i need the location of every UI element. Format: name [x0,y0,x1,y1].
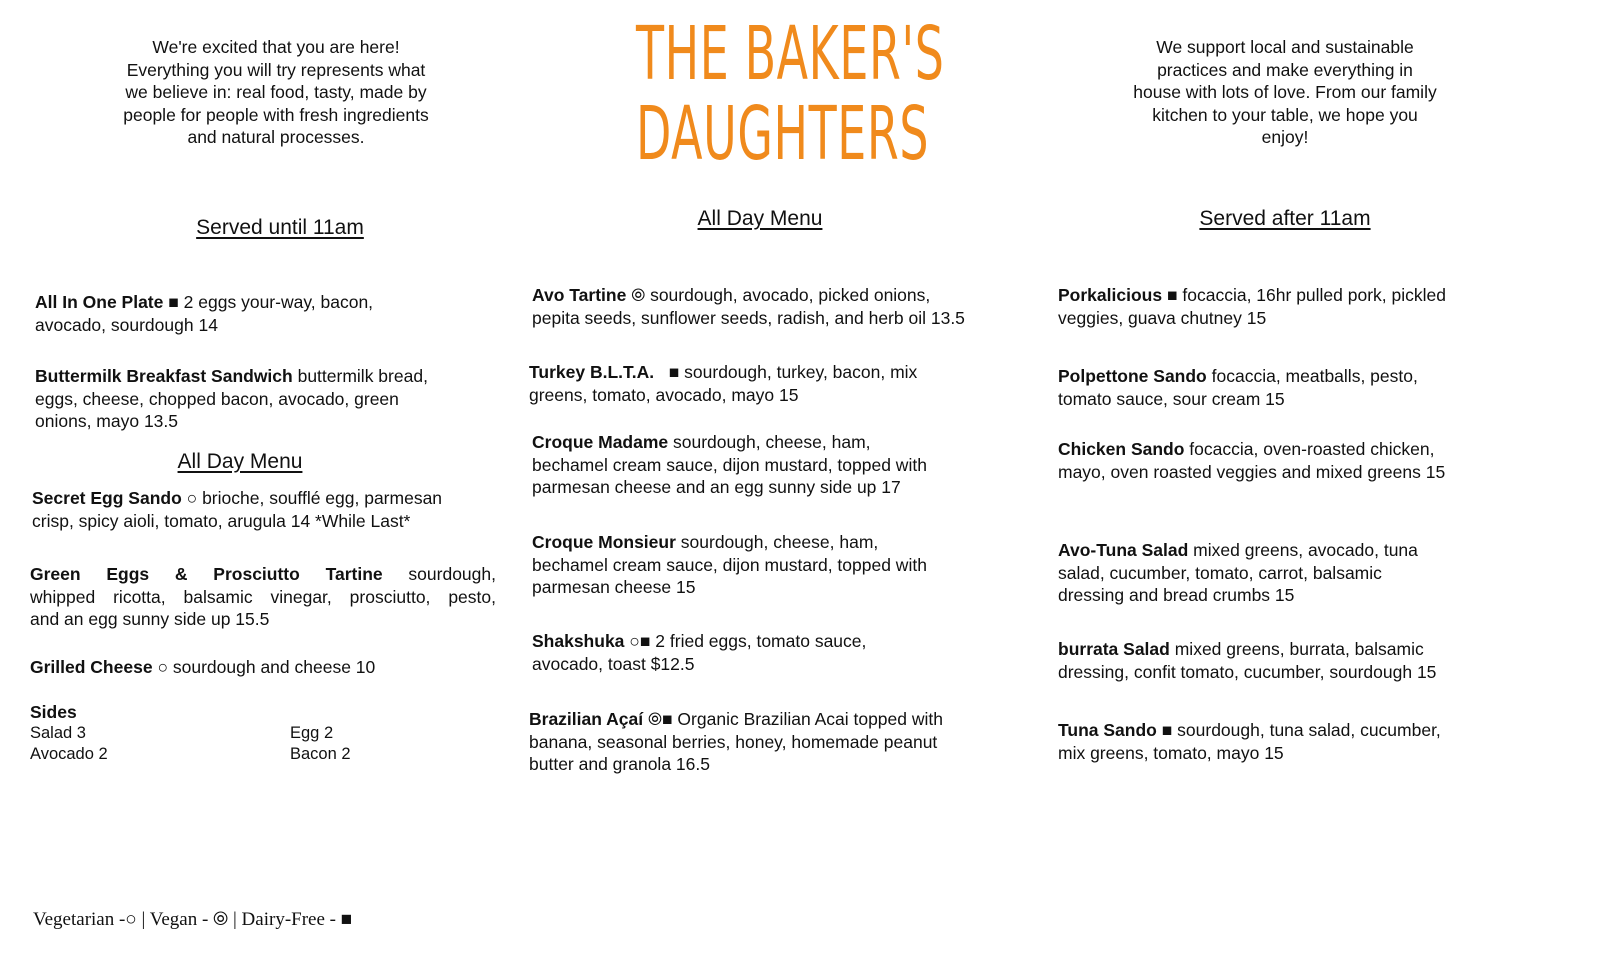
sides-title: Sides [30,702,77,722]
dietary-legend: Vegetarian -○ | Vegan - ⦾ | Dairy-Free - ■ [33,909,353,930]
menu-item [32,487,512,532]
item-name: Avo Tartine [532,285,627,305]
item-desc: dressing, confit tomato, cucumber, sourdough 15 [1058,661,1437,682]
item-desc: banana, seasonal berries, honey, homemade peanut [529,731,938,752]
item-desc: mix greens, tomato, mayo 15 [1058,742,1284,763]
side-item: Egg 2 [290,724,334,742]
item-desc: butter and granola 16.5 [529,754,710,774]
item-desc: bechamel cream sauce, dijon mustard, topped with [532,454,927,475]
intro-right-line: enjoy! [1261,127,1309,147]
intro-right-line: kitchen to your table, we hope you [1152,104,1418,125]
item-desc: ⦾ sourdough, avocado, picked onions, [631,285,931,305]
menu-item [532,284,1012,329]
item-name: Shakshuka [532,631,625,651]
item-desc: ○ brioche, soufflé egg, parmesan [186,488,443,508]
item-desc: ○■ 2 fried eggs, tomato sauce, [629,631,867,651]
menu-item [1058,284,1578,329]
item-desc: eggs, cheese, chopped bacon, avocado, green [35,388,399,409]
item-desc: avocado, toast $12.5 [532,653,695,674]
heading-after: Served after 11am [1199,207,1371,230]
item-name: Avo-Tuna Salad [1058,540,1189,560]
item-name: Croque Madame [532,432,669,452]
item-desc: dressing and bread crumbs 15 [1058,585,1295,605]
item-desc: salad, cucumber, tomato, carrot, balsamic [1058,562,1382,583]
item-name: Porkalicious [1058,285,1163,305]
item-desc: tomato sauce, sour cream 15 [1058,388,1285,409]
item-desc: sourdough, [408,564,496,584]
item-name: Polpettone Sando [1058,366,1207,386]
intro-left-line: We're excited that you are here! [152,37,400,57]
item-name: Chicken Sando [1058,439,1185,459]
intro-left-line: Everything you will try represents what [126,59,426,80]
menu-item [532,531,1012,599]
item-desc: ○ sourdough and cheese 10 [157,657,376,677]
menu-item [1058,638,1578,683]
menu-item [1058,539,1578,607]
menu-item [1058,438,1578,483]
item-name: burrata Salad [1058,639,1170,659]
item-name: Secret Egg Sando [32,488,182,508]
menu-item [532,630,1012,675]
intro-right-line: practices and make everything in [1157,59,1413,80]
item-name: Croque Monsieur [532,532,676,552]
item-desc: avocado, sourdough 14 [35,314,218,335]
menu-item [1058,365,1578,410]
item-desc: ■ sourdough, tuna salad, cucumber, [1161,720,1441,740]
item-desc: buttermilk bread, [297,366,428,386]
logo-line-2: DAUGHTERS [636,91,930,177]
heading-all-day-left: All Day Menu [177,450,303,473]
item-desc: focaccia, meatballs, pesto, [1211,366,1418,386]
item-desc: ■ sourdough, turkey, bacon, mix [668,362,918,382]
item-desc: bechamel cream sauce, dijon mustard, topped with [532,554,927,575]
intro-left [86,36,466,149]
item-desc: veggies, guava chutney 15 [1058,307,1267,328]
menu-item [35,365,505,433]
item-desc: mixed greens, burrata, balsamic [1174,639,1424,659]
menu-item [35,291,505,336]
logo-line-1: THE BAKER'S [636,11,945,97]
item-desc: focaccia, oven-roasted chicken, [1189,439,1435,459]
item-desc: greens, tomato, avocado, mayo 15 [529,384,799,405]
item-name: Brazilian Açaí [529,709,644,729]
item-desc: whipped ricotta, balsamic vinegar, prosciutto, pesto, [30,586,496,607]
item-desc: onions, mayo 13.5 [35,411,179,431]
side-item: Bacon 2 [290,745,351,763]
item-desc: ⦾■ Organic Brazilian Acai topped with [648,709,943,729]
intro-right [1100,36,1470,149]
menu-item [529,361,1009,406]
item-desc: ■ focaccia, 16hr pulled pork, pickled [1166,285,1447,305]
item-desc: and an egg sunny side up 15.5 [30,609,270,629]
heading-breakfast: Served until 11am [196,216,364,239]
item-desc: parmesan cheese 15 [532,577,696,597]
menu-item [529,708,1009,776]
menu-item [30,563,496,631]
item-desc: sourdough, cheese, ham, [673,432,871,452]
item-name: Turkey B.L.T.A. [529,362,655,382]
item-name: Tuna Sando [1058,720,1157,740]
intro-left-line: we believe in: real food, tasty, made by [125,82,427,102]
side-item: Salad 3 [30,724,86,742]
intro-left-line: and natural processes. [187,127,365,147]
item-name: Green Eggs & Prosciutto Tartine [30,564,383,584]
item-desc: pepita seeds, sunflower seeds, radish, and herb oil 13.5 [532,307,965,328]
intro-right-line: house with lots of love. From our family [1133,82,1437,102]
item-desc: sourdough, cheese, ham, [680,532,879,552]
item-desc: mixed greens, avocado, tuna [1193,540,1418,560]
intro-right-line: We support local and sustainable [1156,37,1414,57]
side-item: Avocado 2 [30,745,108,763]
intro-left-line: people for people with fresh ingredients [123,104,429,125]
item-desc: mayo, oven roasted veggies and mixed greens 15 [1058,461,1446,482]
menu-item [1058,719,1578,764]
item-desc: crisp, spicy aioli, tomato, arugula 14 *While Last* [32,510,411,531]
heading-all-day-center: All Day Menu [697,207,823,230]
item-name: Buttermilk Breakfast Sandwich [35,366,293,386]
item-name: Grilled Cheese [30,657,153,677]
logo [636,11,945,177]
item-desc: parmesan cheese and an egg sunny side up 17 [532,477,901,497]
item-name: All In One Plate [35,292,164,312]
menu-item [30,656,510,679]
item-desc: ■ 2 eggs your-way, bacon, [168,292,374,312]
menu-item [532,431,1012,499]
